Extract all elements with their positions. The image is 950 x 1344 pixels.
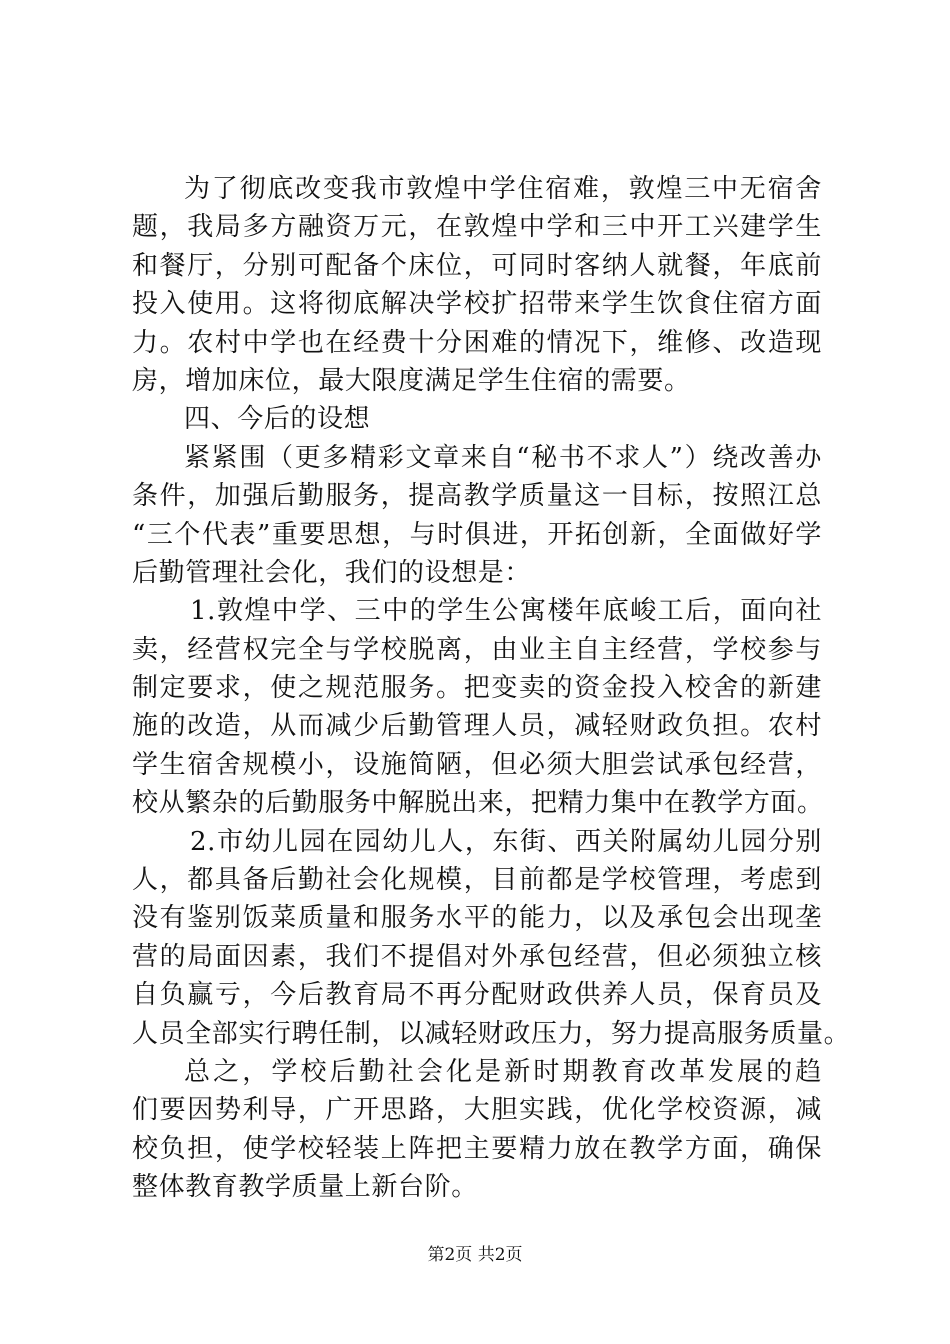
list-item-line: 校从繁杂的后勤服务中解脱出来，把精力集中在教学方面。 xyxy=(132,788,824,819)
document-body xyxy=(132,172,851,1209)
page-number-footer: 第2页 共2页 xyxy=(427,1245,523,1265)
list-item-line: 没有鉴别饭菜质量和服务水平的能力，以及承包会出现垄 xyxy=(132,903,822,934)
paragraph-line: 后勤管理社会化，我们的设想是： xyxy=(132,557,532,588)
list-item-line: 2.市幼儿园在园幼儿人，东街、西关附属幼儿园分别 xyxy=(190,826,822,857)
paragraph-line: 为了彻底改变我市敦煌中学住宿难，敦煌三中无宿舍 xyxy=(184,174,822,204)
list-item-line: 人，都具备后勤社会化规模，目前都是学校管理，考虑到 xyxy=(132,865,822,896)
paragraph-line: 条件，加强后勤服务，提高教学质量这一目标，按照江总 xyxy=(132,481,822,512)
paragraph-line: 题，我局多方融资万元，在敦煌中学和三中开工兴建学生 xyxy=(132,212,822,243)
list-item-line: 施的改造，从而减少后勤管理人员，减轻财政负担。农村 xyxy=(132,711,822,742)
list-item-line: 营的局面因素，我们不提倡对外承包经营，但必须独立核 xyxy=(132,941,822,972)
paragraph-line: 和餐厅，分别可配备个床位，可同时客纳人就餐，年底前 xyxy=(132,250,822,281)
paragraph-line: 整体教育教学质量上新台阶。 xyxy=(132,1172,478,1203)
list-item-line: 学生宿舍规模小，设施简陋，但必须大胆尝试承包经营， xyxy=(132,749,822,780)
paragraph-line: 房，增加床位，最大限度满足学生住宿的需要。 xyxy=(132,365,691,396)
list-item-line: 制定要求，使之规范服务。把变卖的资金投入校舍的新建 xyxy=(132,673,822,704)
section-heading: 四、今后的设想 xyxy=(184,404,371,435)
paragraph-line: 投入使用。这将彻底解决学校扩招带来学生饮食住宿方面 xyxy=(132,289,822,320)
paragraph-line: 总之，学校后勤社会化是新时期教育改革发展的趋 xyxy=(184,1056,822,1087)
paragraph-line: 力。农村中学也在经费十分困难的情况下，维修、改造现 xyxy=(132,327,822,358)
list-item-line: 1.敦煌中学、三中的学生公寓楼年底峻工后，面向社 xyxy=(190,596,822,627)
list-item-line: 自负赢亏，今后教育局不再分配财政供养人员，保育员及 xyxy=(132,980,822,1011)
paragraph-line: 们要因势利导，广开思路，大胆实践，优化学校资源，减 xyxy=(132,1095,822,1126)
list-item-line: 卖，经营权完全与学校脱离，由业主自主经营，学校参与 xyxy=(132,634,822,665)
paragraph-line: 紧紧围（更多精彩文章来自“秘书不求人”）绕改善办 xyxy=(184,442,822,473)
list-item-line: 人员全部实行聘任制，以减轻财政压力，努力提高服务质量。 xyxy=(132,1018,851,1049)
paragraph-line: 校负担，使学校轻装上阵把主要精力放在教学方面，确保 xyxy=(132,1133,822,1164)
paragraph-line: “三个代表”重要思想，与时俱进，开拓创新，全面做好学 xyxy=(132,519,822,550)
